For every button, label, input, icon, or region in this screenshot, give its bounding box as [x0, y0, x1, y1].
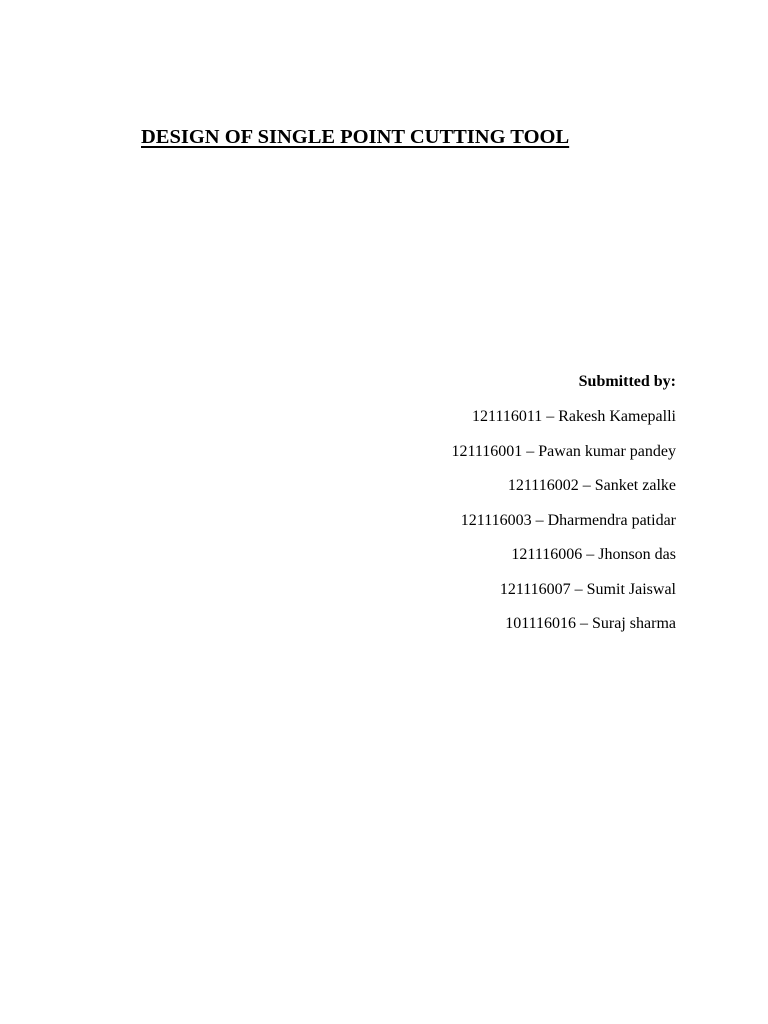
member-item: 101116016 – Suraj sharma: [505, 615, 676, 632]
submitted-by-heading: Submitted by:: [578, 373, 676, 390]
submitted-by-section: [256, 370, 676, 647]
member-item: 121116001 – Pawan kumar pandey: [451, 442, 676, 460]
member-item: 121116003 – Dharmendra patidar: [460, 511, 676, 529]
document-title: DESIGN OF SINGLE POINT CUTTING TOOL: [141, 126, 570, 148]
member-item: 121116011 – Rakesh Kamepalli: [472, 408, 676, 425]
member-item: 121116007 – Sumit Jaiswal: [499, 580, 676, 598]
member-item: 121116006 – Jhonson das: [511, 546, 676, 563]
member-item: 121116002 – Sanket zalke: [507, 477, 676, 494]
member-list: [256, 405, 676, 636]
